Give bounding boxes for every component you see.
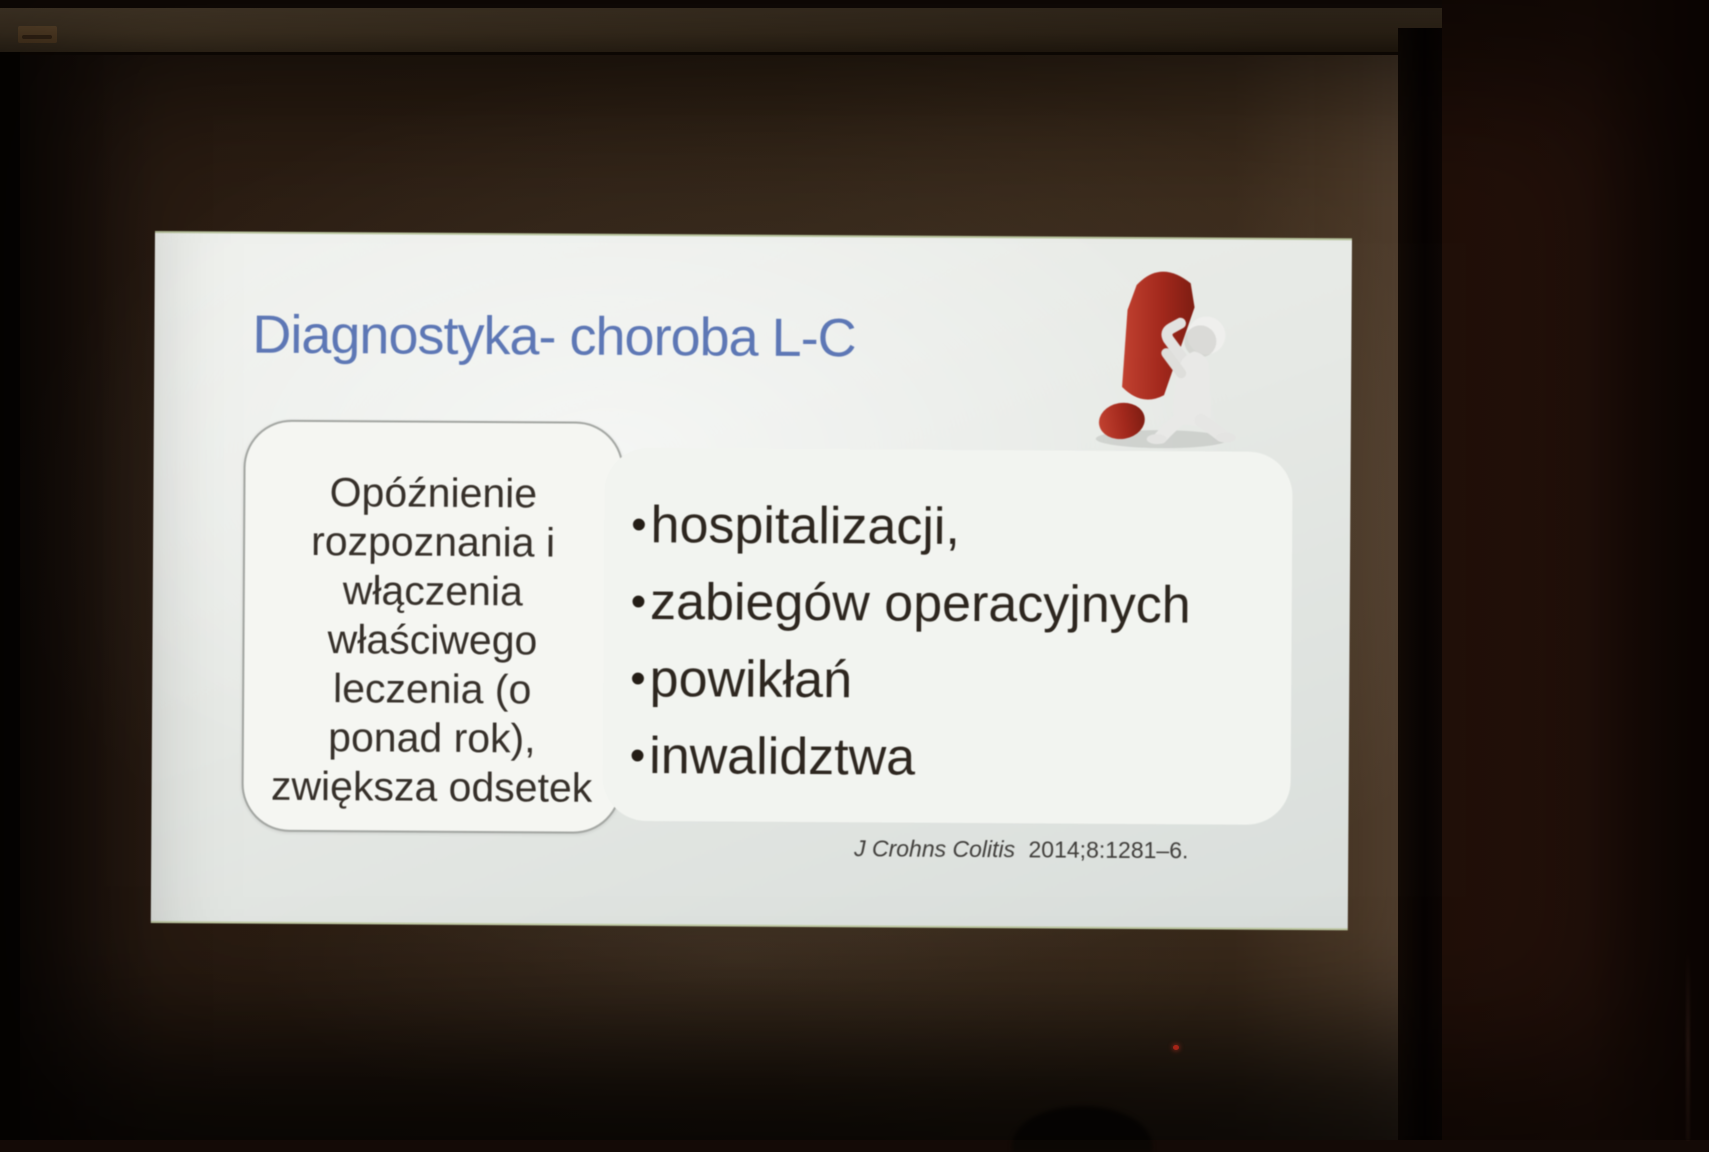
wall-reflection-streak — [1686, 950, 1690, 1140]
side-box-line: właściwego — [327, 616, 538, 664]
room-wall-right — [1442, 0, 1709, 1140]
projector-screen-rail — [0, 8, 1452, 55]
citation-reference: 2014;8:1281–6. — [1028, 836, 1189, 864]
side-box-line: zwiększa odsetek — [270, 762, 593, 811]
bullet-item — [630, 640, 1190, 720]
side-box-line: Opóźnienie — [329, 469, 538, 517]
bullet-item — [631, 563, 1191, 643]
bullet-text: hospitalizacji, — [650, 495, 961, 556]
citation-journal: J Crohns Colitis — [853, 835, 1016, 863]
screen-rail-label — [18, 26, 57, 43]
label-marks — [22, 35, 52, 39]
bullet-marker-icon: • — [630, 576, 647, 626]
exclamation-clipart — [1082, 255, 1239, 452]
screen-right-edge-gap — [1398, 28, 1442, 1140]
bullet-marker-icon: • — [631, 499, 647, 549]
side-box-line: włączenia — [342, 567, 523, 615]
bullet-text: zabiegów operacyjnych — [649, 572, 1191, 634]
bullet-marker-icon: • — [629, 730, 646, 780]
side-box-line: ponad rok), — [328, 714, 536, 762]
citation — [741, 835, 1301, 864]
screen-left-edge-shadow — [0, 52, 20, 1140]
laser-pointer-dot — [1173, 1045, 1179, 1050]
bullet-item — [630, 717, 1190, 797]
side-text-box — [241, 420, 624, 834]
bullet-text: inwalidztwa — [649, 726, 916, 787]
side-box-line: rozpoznania i — [311, 517, 556, 566]
side-text-box-lines — [243, 468, 621, 813]
projected-slide — [151, 231, 1352, 930]
side-box-line: leczenia (o — [332, 665, 532, 713]
bullet-text: powikłań — [649, 649, 853, 709]
bullet-marker-icon: • — [630, 653, 646, 703]
bullet-list — [630, 486, 1192, 797]
bullet-item — [631, 486, 1191, 566]
figure-head-shade — [1184, 325, 1216, 357]
slide-title: Diagnostyka- choroba L-C — [252, 304, 856, 369]
